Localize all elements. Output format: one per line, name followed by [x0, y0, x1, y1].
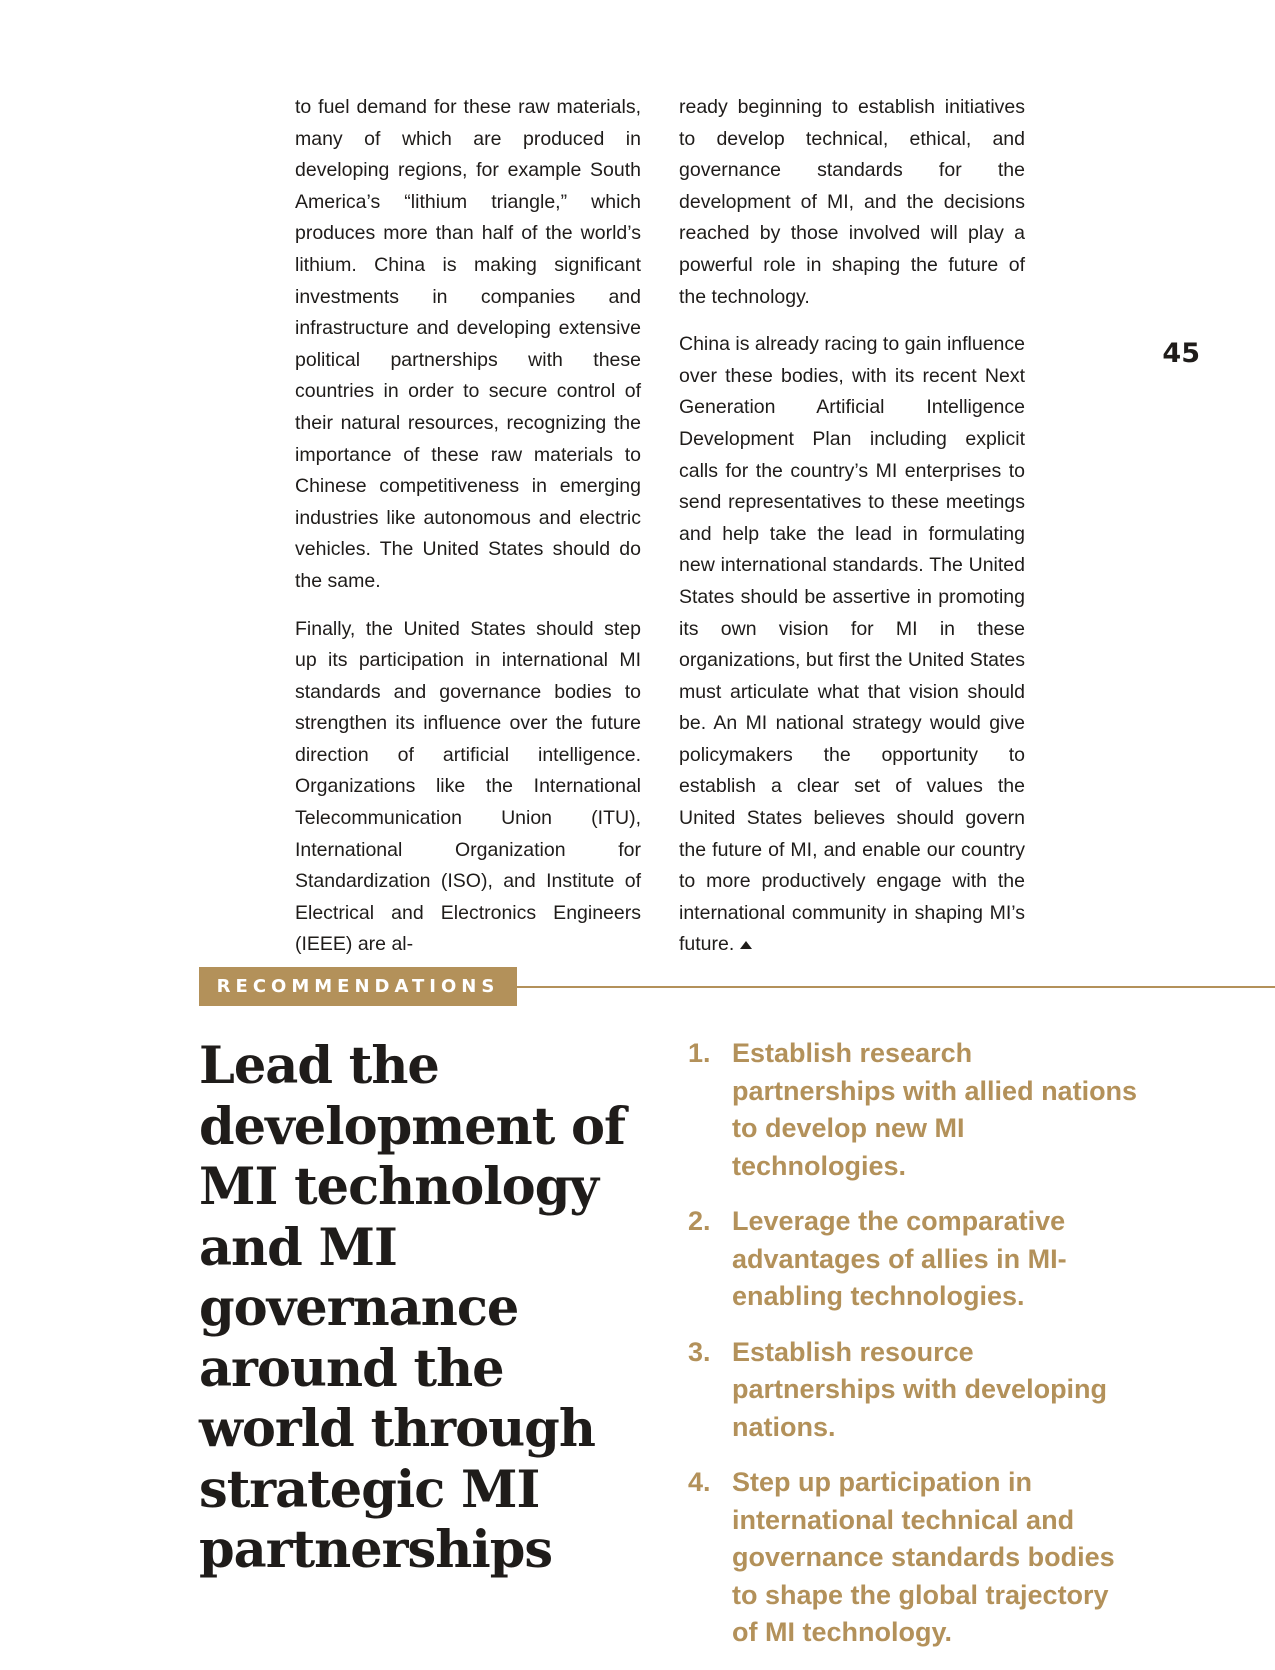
body-text-left-column — [295, 92, 641, 977]
list-item-text: Establish research partnerships with allied nations to develop new MI technologies. — [732, 1038, 1138, 1181]
list-item-text: Establish resource partnerships with developing nations. — [732, 1336, 1108, 1442]
list-item-text: Step up participation in international technical and governance standards bodies to shape the global trajectory of MI technology. — [732, 1467, 1115, 1647]
paragraph-with-end-mark — [679, 329, 1025, 961]
recommendations-heading: Lead the development of MI technology and MI governance around the world through strategic MI partnerships — [199, 1036, 625, 1580]
list-item — [680, 1203, 1140, 1316]
list-item — [680, 1334, 1140, 1447]
list-item — [680, 1464, 1140, 1652]
recommendations-list — [680, 1035, 1140, 1670]
list-item-number: 4. — [688, 1467, 711, 1497]
paragraph: Finally, the United States should step up its participation in international MI standards and governance bodies to strengthen its influence over the future direction of artificial intelligence. Organizations like the International Telecommunication Union (ITU), International Organization for Standardization (ISO), and Institute of Electrical and Electronics Engineers (IEEE) are al- — [295, 617, 641, 956]
paragraph-text: China is already racing to gain influence over these bodies, with its recent Next Generation Artificial Intelligence Development Plan including explicit calls for the country’s MI enterprises to send representatives to these meetings and help take the lead in formulating new international standards. The United States should be assertive in promoting its own vision for MI in these organizations, but first the United States must articulate what that vision should be. An MI national strategy would give policymakers the opportunity to establish a clear set of values the United States believes should govern the future of MI, and enable our country to more productively engage with the international community in shaping MI’s future. — [679, 333, 1025, 956]
paragraph: ready beginning to establish initiatives to develop technical, ethical, and governance standards for the development of MI, and the decisions reached by those involved will play a powerful role in shaping the future of the technology. — [679, 96, 1025, 308]
list-item — [680, 1035, 1140, 1185]
list-item-number: 3. — [688, 1336, 711, 1367]
paragraph: to fuel demand for these raw materials, many of which are produced in developing regions, for example South America’s “lithium triangle,” which produces more than half of the world’s lithium. China is making significant investments in companies and infrastructure and developing extensive political partnerships with these countries in order to secure control of their natural resources, recognizing the importance of these raw materials to Chinese competitiveness in emerging industries like autonomous and electric vehicles. The United States should do the same. — [295, 96, 641, 592]
list-item-number: 1. — [688, 1038, 711, 1068]
triangle-up-icon — [740, 941, 752, 949]
list-item-text: Leverage the comparative advantages of allies in MI-enabling technologies. — [732, 1206, 1067, 1311]
page-number: 45 — [1162, 338, 1200, 369]
list-item-number: 2. — [688, 1206, 711, 1236]
section-divider — [517, 986, 1275, 988]
recommendations-label: RECOMMENDATIONS — [199, 967, 517, 1006]
body-text-right-column — [679, 92, 1025, 977]
